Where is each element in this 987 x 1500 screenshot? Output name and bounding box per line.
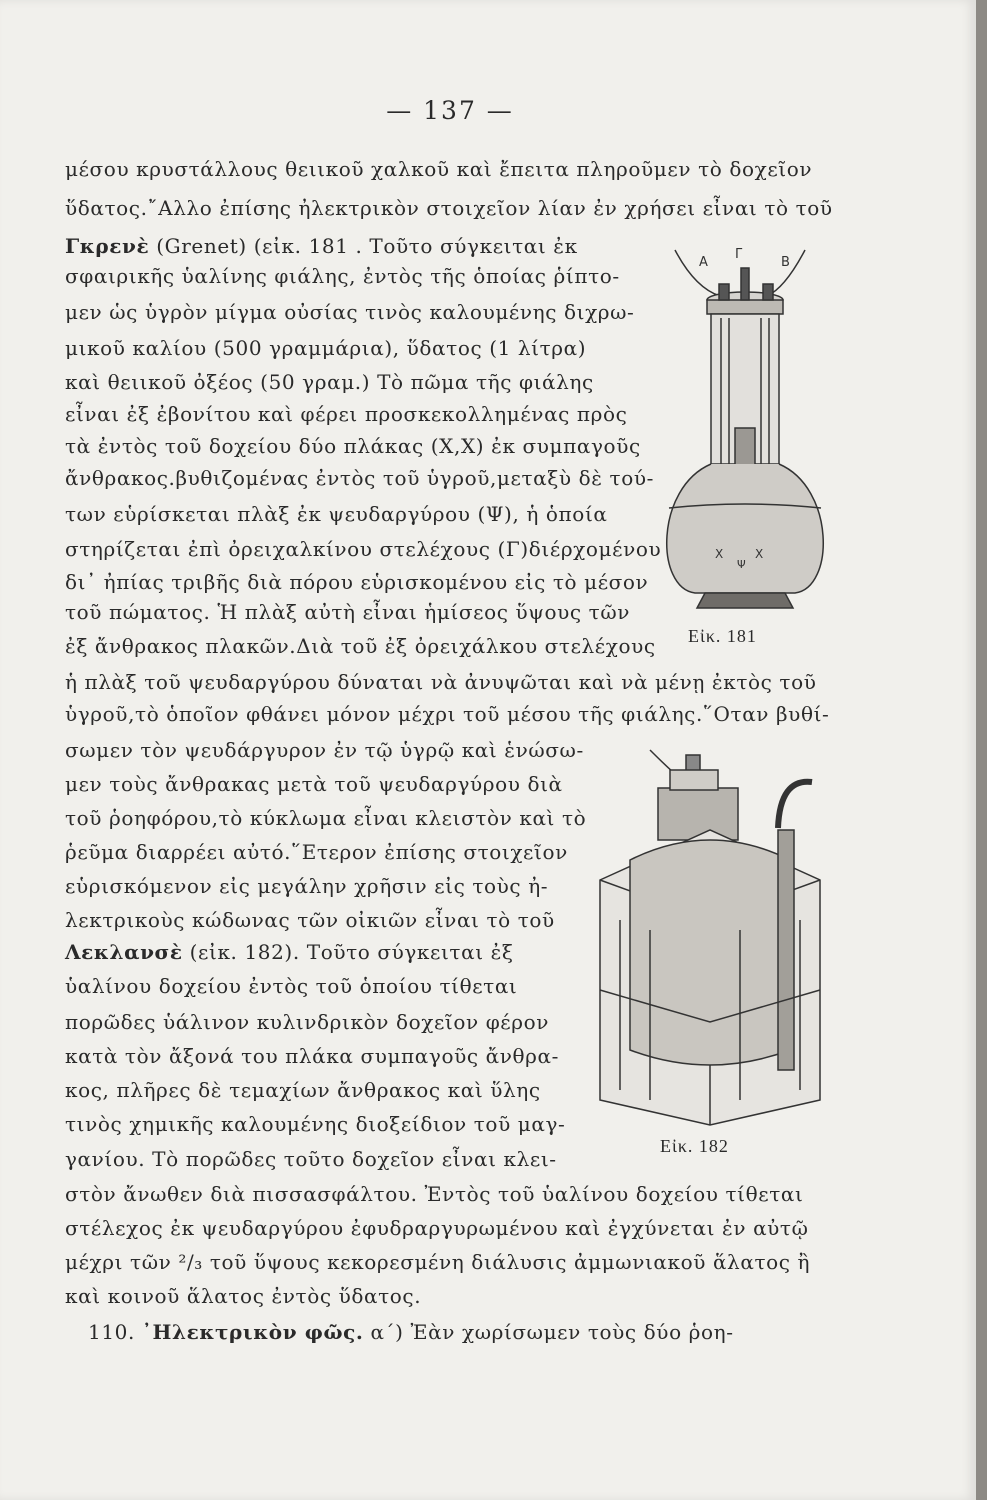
text-line: ἐξ ἄνθρακος πλακῶν.Διὰ τοῦ ἐξ ὀρειχάλκου στελέχους: [65, 634, 656, 658]
page-edge: [976, 0, 987, 1500]
section-title: ᾿Ηλεκτρικὸν φῶς.: [141, 1320, 364, 1344]
label-psi: Ψ: [737, 558, 746, 571]
text-line: ῥεῦμα διαρρέει αὐτό.῞Ετερον ἐπίσης στοιχεῖον: [65, 840, 568, 864]
text-line: των εὑρίσκεται πλὰξ ἐκ ψευδαργύρου (Ψ), ἡ ὁποία: [65, 502, 608, 526]
text-line: κος, πλῆρες δὲ τεμαχίων ἄνθρακος καὶ ὕλης: [65, 1078, 541, 1102]
text-line: μεν ὡς ὑγρὸν μίγμα οὐσίας τινὸς καλουμένης διχρω-: [65, 300, 635, 324]
text-line: πορῶδες ὑάλινον κυλινδρικὸν δοχεῖον φέρον: [65, 1010, 550, 1034]
grenet-rest: (Grenet) (εἰκ. 181 . Τοῦτο σύγκειται ἐκ: [156, 234, 578, 258]
label-g: Γ: [735, 247, 743, 262]
text-line: ὑαλίνου δοχείου ἐντὸς τοῦ ὁποίου τίθεται: [65, 974, 518, 998]
text-line: κατὰ τὸν ἄξονά του πλάκα συμπαγοῦς ἄνθρα-: [65, 1044, 559, 1068]
text-line: μικοῦ καλίου (500 γραμμάρια), ὕδατος (1 λίτρα): [65, 336, 587, 360]
text-line: τινὸς χημικῆς καλουμένης διοξείδιον τοῦ μαγ-: [65, 1112, 566, 1136]
leclanche-line: [65, 938, 514, 966]
text-line: ἄνθρακος.βυθιζομένας ἐντὸς τοῦ ὑγροῦ,μεταξὺ δὲ τού-: [65, 466, 654, 490]
section-number: 110.: [88, 1320, 135, 1344]
text-line: στηρίζεται ἐπὶ ὀρειχαλκίνου στελέχους (Γ)διέρχομένου: [65, 537, 662, 561]
label-x-left: Χ: [715, 547, 724, 561]
text-line: καὶ θειικοῦ ὀξέος (50 γραμ.) Τὸ πῶμα τῆς φιάλης: [65, 370, 594, 394]
text-line: καὶ κοινοῦ ἅλατος ἐντὸς ὕδατος.: [65, 1284, 422, 1308]
text-line: λεκτρικοὺς κώδωνας τῶν οἰκιῶν εἶναι τὸ τοῦ: [65, 908, 555, 932]
text-line: στὸν ἄνωθεν διὰ πισσασφάλτου. Ἐντὸς τοῦ ὑαλίνου δοχείου τίθεται: [65, 1182, 804, 1206]
page-number: — 137 —: [386, 96, 514, 125]
text-line: εὑρισκόμενον εἰς μεγάλην χρῆσιν εἰς τοὺς ἠ-: [65, 874, 549, 898]
text-line: σωμεν τὸν ψευδάργυρον ἐν τῷ ὑγρῷ καὶ ἑνώσω-: [65, 738, 584, 762]
text-line: ἡ πλὰξ τοῦ ψευδαργύρου δύναται νὰ ἀνυψῶται καὶ νὰ μένῃ ἐκτὸς τοῦ: [65, 670, 817, 694]
text-line: γανίου. Τὸ πορῶδες τοῦτο δοχεῖον εἶναι κλει-: [65, 1147, 557, 1171]
leclanche-name: Λεκλανσὲ: [65, 940, 183, 964]
text-line: μέσου κρυστάλλους θειικοῦ χαλκοῦ καὶ ἔπειτα πληροῦμεν τὸ δοχεῖον: [65, 157, 813, 181]
text-line: μέχρι τῶν ²/₃ τοῦ ὕψους κεκορεσμένη διάλυσις ἀμμωνιακοῦ ἅλατος ἢ: [65, 1250, 811, 1274]
label-a: Α: [699, 255, 708, 270]
text-line: δι᾽ ἠπίας τριβῆς διὰ πόρου εὑρισκομένου εἰς τὸ μέσον: [65, 570, 649, 594]
text-line: στέλεχος ἐκ ψευδαργύρου ἐφυδραργυρωμένου καὶ ἐγχύνεται ἐν αὐτῷ: [65, 1216, 809, 1240]
text-line: τὰ ἐντὸς τοῦ δοχείου δύο πλάκας (Χ,Χ) ἐκ συμπαγοῦς: [65, 434, 641, 458]
text-line: τοῦ ῥοηφόρου,τὸ κύκλωμα εἶναι κλειστὸν καὶ τὸ: [65, 806, 587, 830]
label-x-right: Χ: [755, 547, 764, 561]
text-line: εἶναι ἐξ ἐβονίτου καὶ φέρει προσκεκολλημένας πρὸς: [65, 402, 628, 426]
figure-182-caption: Εἰκ. 182: [660, 1136, 729, 1156]
figure-181-caption: Εἰκ. 181: [688, 626, 757, 646]
text-line: ὑγροῦ,τὸ ὁποῖον φθάνει μόνον μέχρι τοῦ μέσου τῆς φιάλης.῞Οταν βυθί-: [65, 702, 830, 726]
text-line: σφαιρικῆς ὑαλίνης φιάλης, ἐντὸς τῆς ὁποίας ῥίπτο-: [65, 264, 620, 288]
section-line: [88, 1318, 734, 1346]
text-line: τοῦ πώματος. Ἡ πλὰξ αὐτὴ εἶναι ἡμίσεος ὕψους τῶν: [65, 600, 631, 624]
text-line: ὕδατος.῎Αλλο ἐπίσης ἠλεκτρικὸν στοιχεῖον λίαν ἐν χρήσει εἶναι τὸ τοῦ: [65, 196, 833, 220]
grenet-line: [65, 232, 578, 260]
figure-181-grenet-cell: [655, 238, 835, 618]
leclanche-rest: (εἰκ. 182). Τοῦτο σύγκειται ἐξ: [189, 940, 514, 964]
label-b: Β: [781, 255, 790, 270]
figure-182-leclanche-cell: [590, 740, 840, 1130]
section-rest: α΄) Ἐὰν χωρίσωμεν τοὺς δύο ῥοη-: [370, 1320, 734, 1344]
text-line: μεν τοὺς ἄνθρακας μετὰ τοῦ ψευδαργύρου διὰ: [65, 772, 563, 796]
grenet-name: Γκρενὲ: [65, 234, 150, 258]
